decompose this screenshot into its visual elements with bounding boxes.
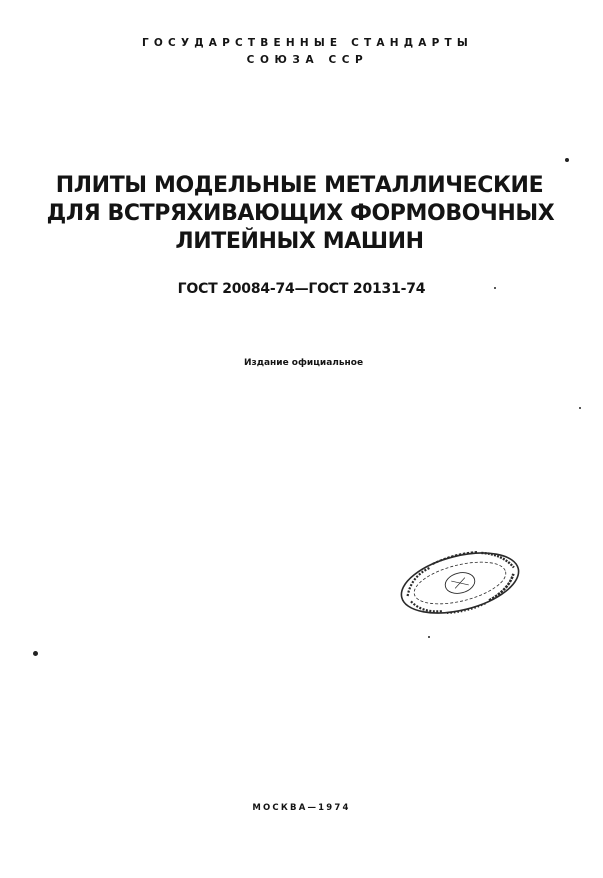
scan-speck bbox=[33, 651, 38, 656]
scan-speck bbox=[579, 407, 581, 409]
document-title-line-3: ЛИТЕЙНЫХ МАШИН bbox=[175, 229, 424, 254]
document-title-line-1: ПЛИТЫ МОДЕЛЬНЫЕ МЕТАЛЛИЧЕСКИЕ bbox=[55, 173, 544, 198]
standard-code: ГОСТ 20084-74—ГОСТ 20131-74 bbox=[177, 281, 426, 297]
scan-speck bbox=[565, 158, 569, 162]
edition-label: Издание официальное bbox=[243, 358, 364, 368]
document-title-line-2: ДЛЯ ВСТРЯХИВАЮЩИХ ФОРМОВОЧНЫХ bbox=[46, 201, 555, 226]
series-header: ГОСУДАРСТВЕННЫЕ СТАНДАРТЫ bbox=[142, 37, 473, 49]
scan-speck bbox=[494, 287, 496, 289]
library-stamp bbox=[394, 543, 526, 623]
publisher-imprint: МОСКВА—1974 bbox=[252, 803, 351, 813]
scan-speck bbox=[428, 636, 430, 638]
series-header-subtitle: СОЮЗА ССР bbox=[246, 54, 369, 66]
